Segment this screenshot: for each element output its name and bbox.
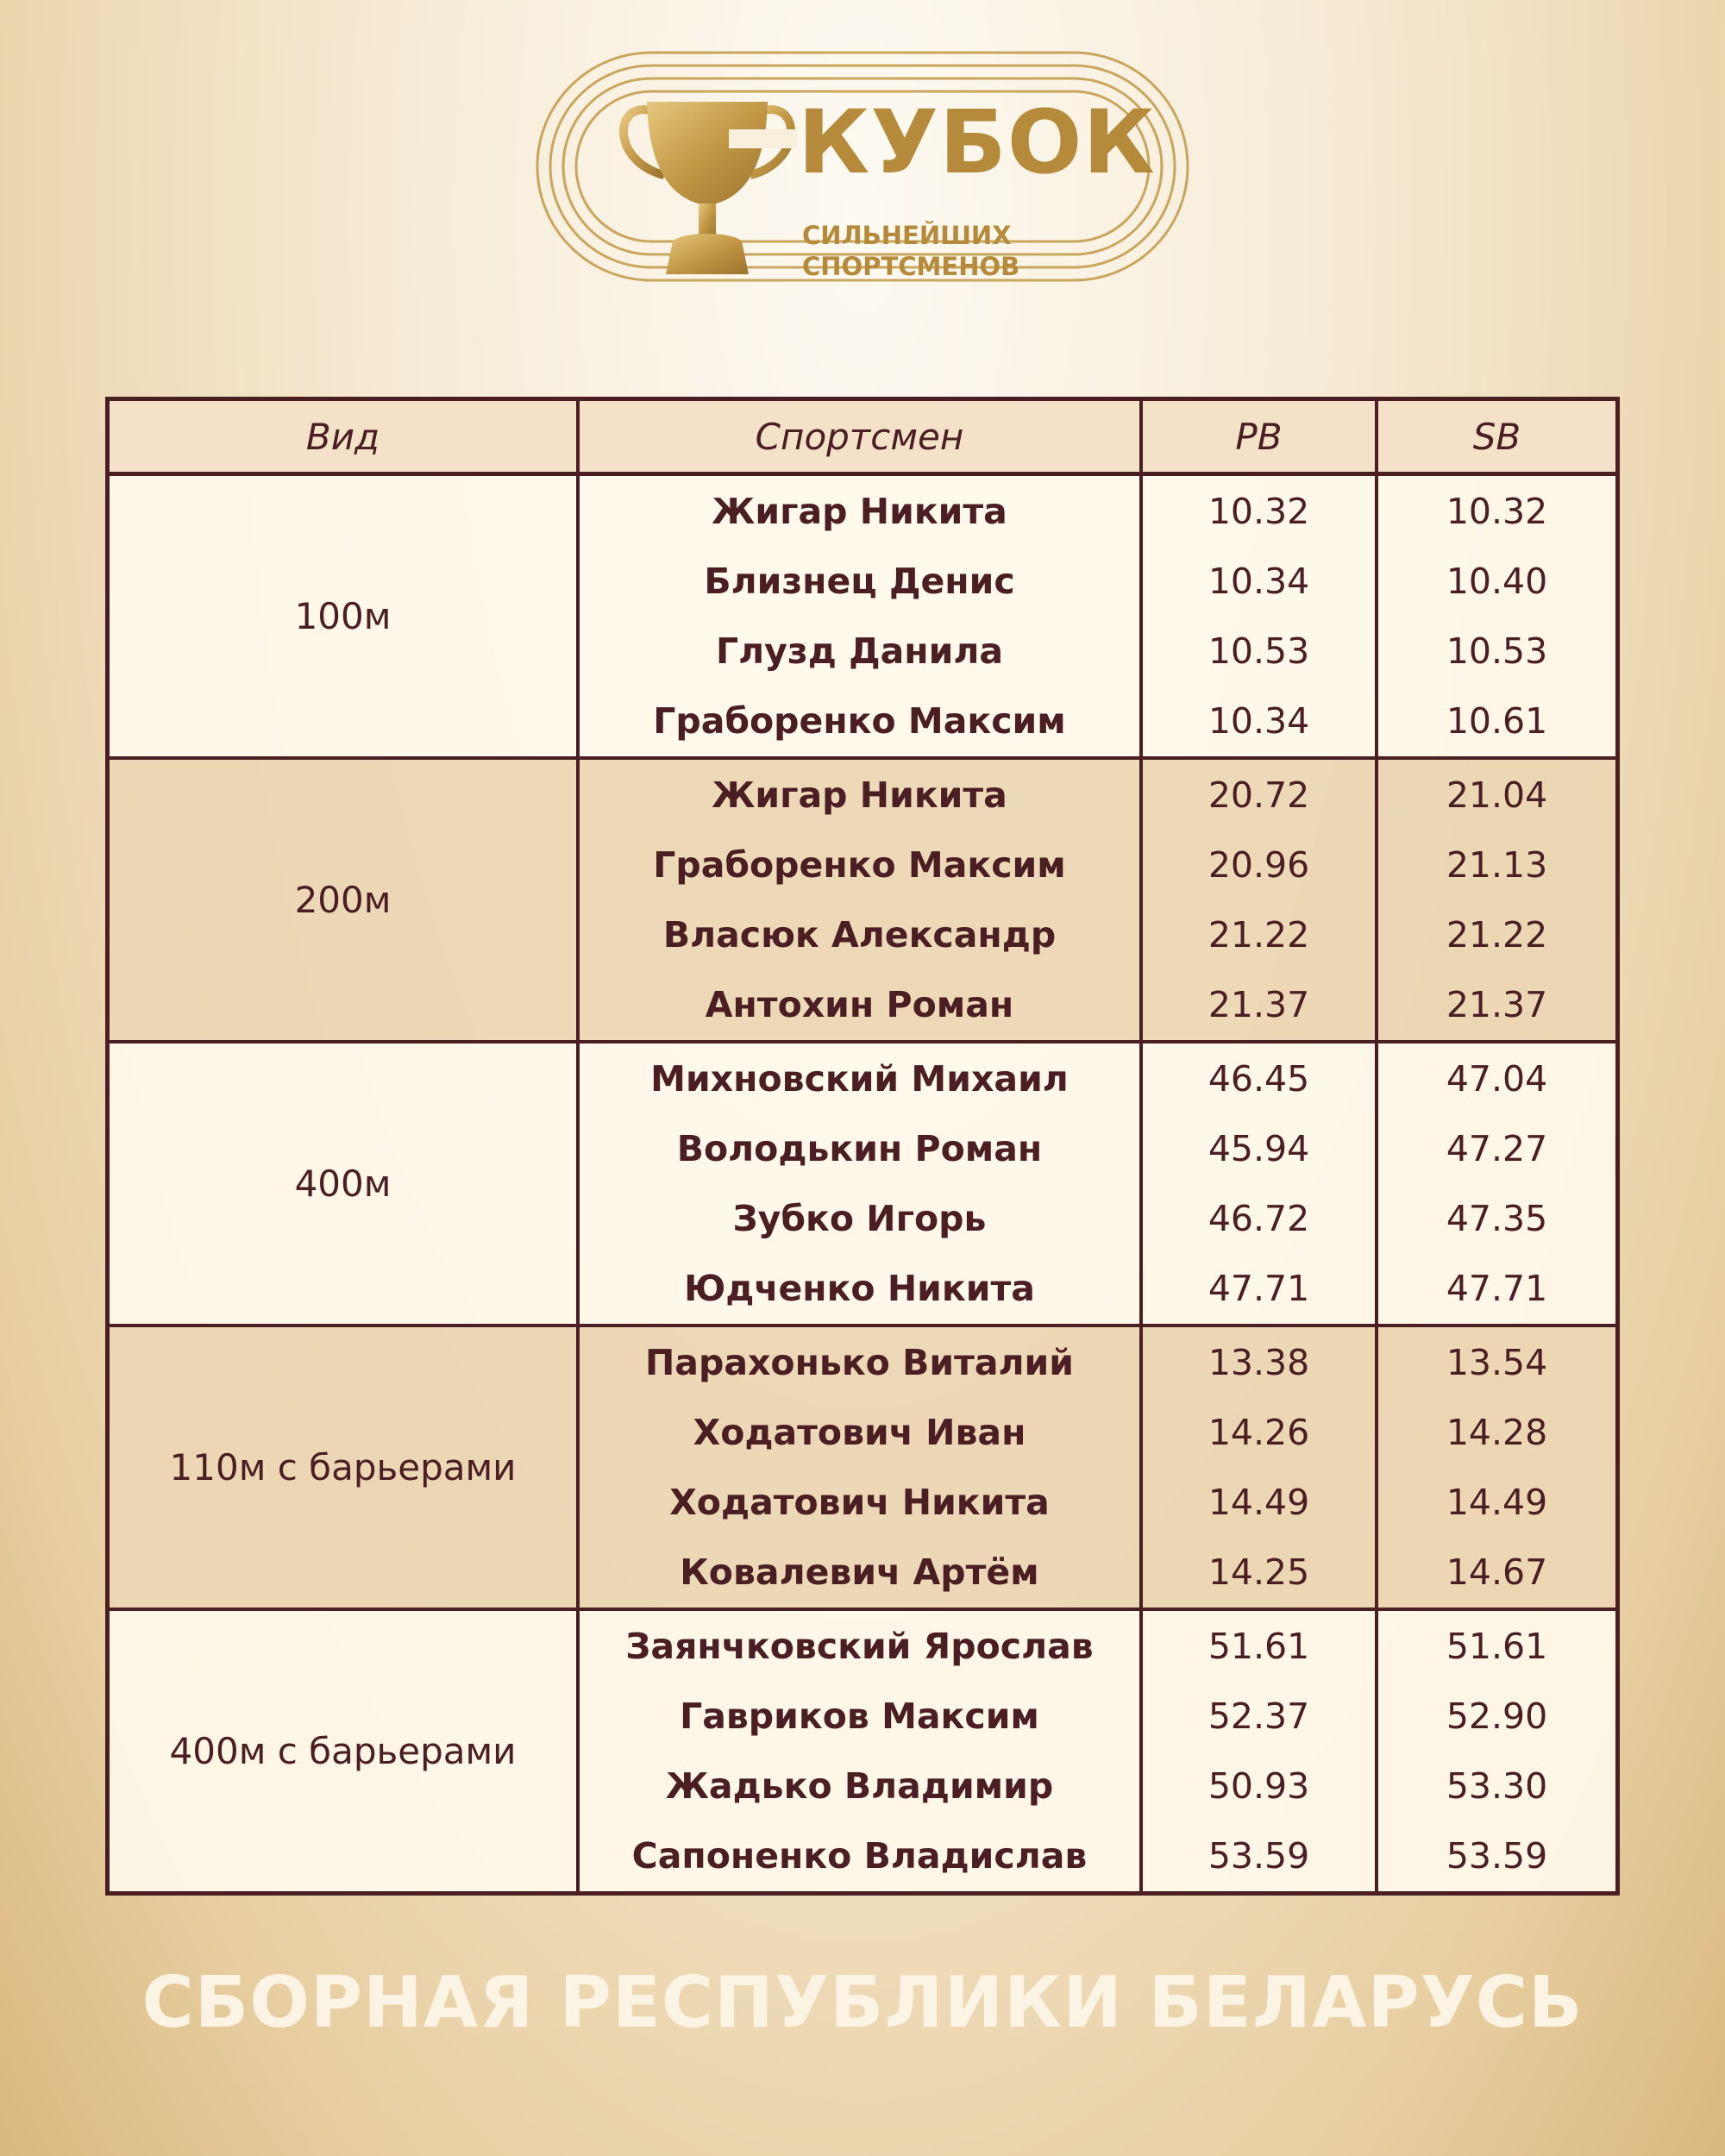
pb-values (1143, 760, 1378, 1040)
header-event: Вид (110, 401, 580, 472)
sb-value: 53.59 (1446, 1835, 1548, 1877)
results-table (105, 397, 1620, 1896)
sb-value: 10.32 (1446, 490, 1548, 532)
header-athlete: Спортсмен (580, 401, 1143, 472)
sb-values (1378, 760, 1615, 1040)
event-label: 100м (110, 476, 580, 756)
pb-value: 50.93 (1208, 1765, 1310, 1808)
sb-value: 14.67 (1446, 1551, 1548, 1594)
sb-value: 47.27 (1446, 1127, 1548, 1169)
athlete-name: Антохин Роман (705, 984, 1014, 1026)
logo-title: КУБОК (798, 91, 1156, 194)
athlete-name: Ходатович Иван (693, 1411, 1026, 1453)
event-group-200m (110, 760, 1615, 1044)
pb-value: 52.37 (1208, 1695, 1310, 1737)
pb-value: 20.96 (1208, 843, 1310, 886)
header-pb: PB (1143, 401, 1378, 472)
event-group-100m (110, 476, 1615, 760)
athlete-name: Сапоненко Владислав (631, 1835, 1088, 1877)
pb-value: 47.71 (1208, 1268, 1310, 1310)
athlete-name: Жадько Владимир (665, 1765, 1054, 1808)
event-group-110m-hurdles (110, 1327, 1615, 1611)
pb-value: 51.61 (1208, 1625, 1310, 1667)
pb-value: 13.38 (1208, 1341, 1310, 1383)
pb-value: 46.72 (1208, 1198, 1310, 1240)
sb-value: 21.04 (1446, 774, 1548, 816)
event-label: 400м с барьерами (110, 1611, 580, 1891)
pb-value: 46.45 (1208, 1057, 1310, 1100)
event-label: 400м (110, 1044, 580, 1324)
pb-values (1143, 476, 1378, 756)
pb-value: 14.25 (1208, 1551, 1310, 1594)
logo-subtitle-line1: СИЛЬНЕЙШИХ (802, 221, 1012, 250)
pb-value: 20.72 (1208, 774, 1310, 816)
header-sb: SB (1472, 415, 1521, 458)
sb-value: 14.28 (1446, 1411, 1548, 1453)
pb-value: 14.49 (1208, 1482, 1310, 1524)
sb-value: 10.53 (1446, 630, 1548, 673)
athlete-name: Володькин Роман (676, 1127, 1043, 1169)
pb-value: 45.94 (1208, 1127, 1310, 1169)
pb-values (1143, 1327, 1378, 1608)
athlete-name: Власюк Александр (662, 914, 1057, 956)
sb-values (1378, 1611, 1615, 1891)
sb-value: 47.35 (1446, 1198, 1548, 1240)
pb-value: 21.37 (1208, 984, 1310, 1026)
athlete-name: Зубко Игорь (732, 1198, 987, 1240)
sb-value: 14.49 (1446, 1482, 1548, 1524)
sb-value: 21.22 (1446, 914, 1548, 956)
athlete-names (580, 1327, 1143, 1608)
pb-values (1143, 1611, 1378, 1891)
pb-values (1143, 1044, 1378, 1324)
athlete-names (580, 476, 1143, 756)
logo-subtitle-line2: СПОРТСМЕНОВ (802, 252, 1020, 281)
pb-value: 10.53 (1208, 630, 1310, 673)
event-label: 200м (110, 760, 580, 1040)
athlete-name: Граборенко Максим (653, 843, 1066, 886)
table-header (110, 401, 1615, 476)
sb-value: 10.40 (1446, 560, 1548, 602)
sb-value: 10.61 (1446, 700, 1548, 743)
sb-values (1378, 476, 1615, 756)
sb-value: 13.54 (1446, 1341, 1548, 1383)
athlete-name: Жигар Никита (712, 490, 1007, 532)
athlete-name: Граборенко Максим (653, 700, 1066, 743)
athlete-names (580, 1044, 1143, 1324)
sb-values (1378, 1327, 1615, 1608)
athlete-name: Гавриков Максим (680, 1695, 1039, 1737)
athlete-name: Заянчковский Ярослав (625, 1625, 1094, 1667)
athlete-name: Жигар Никита (712, 774, 1007, 816)
sb-value: 52.90 (1446, 1695, 1548, 1737)
athlete-name: Юдченко Никита (684, 1268, 1035, 1310)
sb-value: 47.71 (1446, 1268, 1548, 1310)
athlete-names (580, 760, 1143, 1040)
athlete-name: Парахонько Виталий (644, 1341, 1075, 1383)
sb-value: 21.13 (1446, 843, 1548, 886)
sb-value: 47.04 (1446, 1057, 1548, 1100)
sb-value: 21.37 (1446, 984, 1548, 1026)
pb-value: 10.32 (1208, 490, 1310, 532)
pb-value: 10.34 (1208, 700, 1310, 743)
athlete-name: Ковалевич Артём (680, 1551, 1039, 1594)
pb-value: 10.34 (1208, 560, 1310, 602)
footer-title: СБОРНАЯ РЕСПУБЛИКИ БЕЛАРУСЬ (141, 1962, 1584, 2044)
pb-value: 21.22 (1208, 914, 1310, 956)
athlete-names (580, 1611, 1143, 1891)
athlete-name: Ходатович Никита (669, 1482, 1050, 1524)
athlete-name: Близнец Денис (704, 560, 1015, 602)
pb-value: 14.26 (1208, 1411, 1310, 1453)
sb-values (1378, 1044, 1615, 1324)
sb-value: 53.30 (1446, 1765, 1548, 1808)
athlete-name: Глузд Данила (715, 630, 1004, 673)
sb-value: 51.61 (1446, 1625, 1548, 1667)
event-group-400m (110, 1044, 1615, 1327)
pb-value: 53.59 (1208, 1835, 1310, 1877)
event-label: 110м с барьерами (110, 1327, 580, 1608)
event-group-400m-hurdles (110, 1611, 1615, 1891)
athlete-name: Михновский Михаил (650, 1057, 1069, 1100)
logo (535, 50, 1190, 283)
